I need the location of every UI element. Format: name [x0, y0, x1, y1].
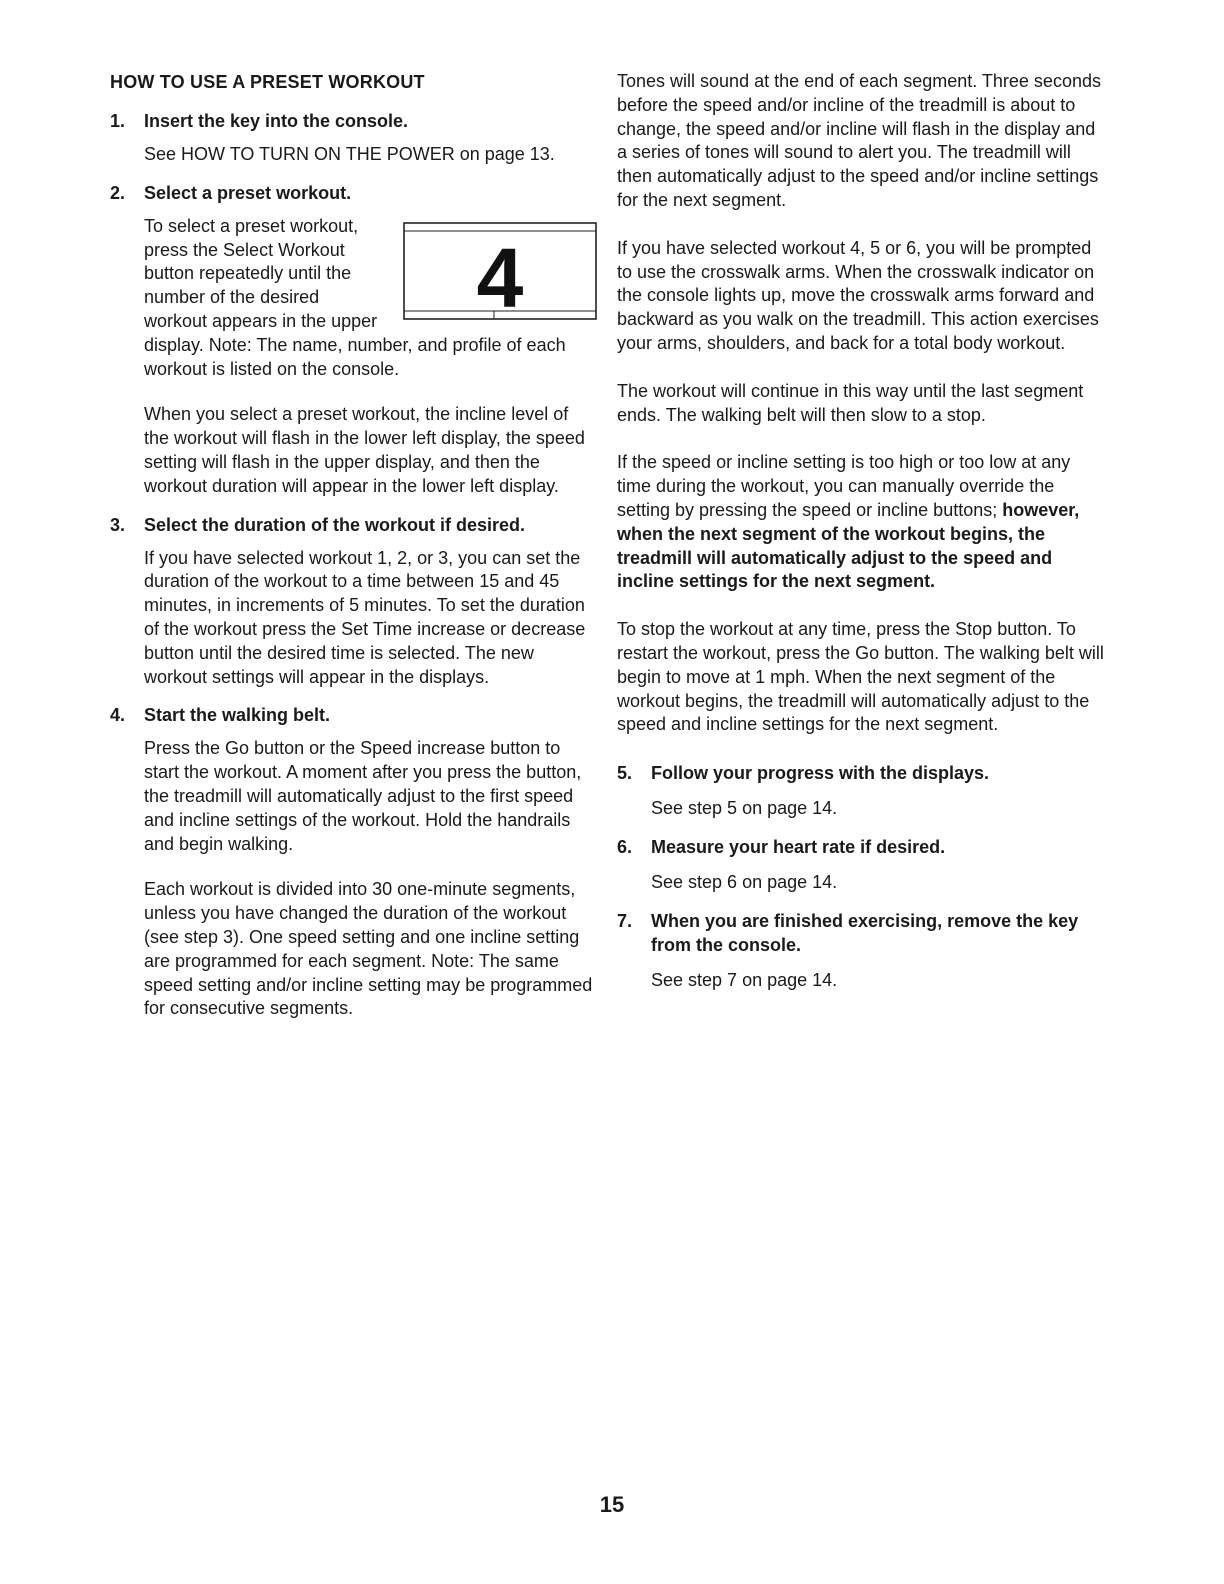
step-7: [617, 909, 1109, 993]
paragraph-override: [617, 451, 1109, 594]
step-1: [110, 109, 598, 167]
step-text: See step 5 on page 14.: [651, 798, 838, 819]
step-text: Press the Go button or the Speed increase button to start the workout. A moment after you press the button, the treadmill will automatically adjust to the first speed and incline settings of the workout. Hold the handrails and begin walking.: [144, 738, 582, 854]
step-6: [617, 835, 1109, 895]
console-display-figure: [402, 219, 598, 327]
display-frame-illustration: [402, 219, 598, 327]
step-text: See step 7 on page 14.: [651, 969, 838, 990]
step-text: When you select a preset workout, the incline level of the workout will flash in the lower left display, the speed setting will flash in the upper display, and then the workout duration will appear in the lower left display.: [144, 404, 585, 496]
step-number: 3.: [110, 514, 126, 535]
step-text: See HOW TO TURN ON THE POWER on page 13.: [144, 144, 555, 164]
display-digit: 4: [476, 230, 524, 325]
step-text: See step 6 on page 14.: [651, 871, 838, 892]
paragraph-tones: Tones will sound at the end of each segment. Three seconds before the speed and/or incline of the treadmill is about to change, the speed and/or incline will flash in the display and a series of tones will sound to alert you. The treadmill will then automatically adjust to the speed and/or incline settings for the next segment.: [617, 71, 1101, 210]
step-number: 4.: [110, 705, 126, 726]
step-title: Insert the key into the console.: [144, 111, 409, 131]
step-title: When you are finished exercising, remove the key from the console.: [651, 910, 1079, 955]
step-text: To select a preset workout, press the Select Workout button repeatedly until the number of the desired workout appears in the upper display. Note: The name, number, and profile of each workout is listed on the console.: [144, 215, 566, 379]
override-text: If the speed or incline setting is too high or too low at any time during the workout, you can manually override the setting by pressing the speed or incline buttons;: [617, 452, 1071, 520]
step-title: Select the duration of the workout if desired.: [144, 514, 526, 535]
step-text: If you have selected workout 1, 2, or 3, you can set the duration of the workout to a time between 15 and 45 minutes, in increments of 5 minutes. To set the duration of the workout press the Set Time increase or decrease button until the desired time is selected. The new workout settings will appear in the displays.: [144, 547, 586, 687]
step-3: [110, 513, 598, 690]
override-bold-text: however, when the next segment of the workout begins, the treadmill will automatically adjust to the speed and incline settings for the next segment.: [617, 499, 1080, 592]
step-text: Each workout is divided into 30 one-minute segments, unless you have changed the duration of the workout (see step 3). One speed setting and one incline setting are programmed for each segment. Note: The same speed setting and/or incline setting may be programmed for consecutive segments.: [144, 879, 593, 1019]
step-number: 1.: [110, 111, 126, 131]
paragraph-crosswalk: If you have selected workout 4, 5 or 6, you will be prompted to use the crosswalk arms. When the crosswalk indicator on the console lights up, move the crosswalk arms forward and backward as you walk on the treadmill. This action exercises your arms, shoulders, and back for a total body workout.: [617, 237, 1099, 353]
left-column: [110, 70, 598, 1035]
right-column: [617, 70, 1109, 1007]
step-4: [110, 703, 598, 1021]
paragraph-continue: The workout will continue in this way until the last segment ends. The walking belt will then slow to a stop.: [617, 380, 1084, 425]
step-2: [110, 181, 598, 499]
page-number: 15: [599, 1492, 625, 1517]
step-number: 6.: [617, 836, 633, 857]
step-5: [617, 761, 1109, 821]
step-title: Select a preset workout.: [144, 182, 352, 203]
step-title: Measure your heart rate if desired.: [651, 836, 946, 857]
step-title: Follow your progress with the displays.: [651, 763, 990, 784]
step-number: 2.: [110, 182, 126, 203]
step-number: 5.: [617, 763, 633, 784]
step-number: 7.: [617, 910, 633, 931]
section-title: HOW TO USE A PRESET WORKOUT: [110, 72, 425, 92]
paragraph-stop: To stop the workout at any time, press the Stop button. To restart the workout, press the Go button. The walking belt will begin to move at 1 mph. When the next segment of the workout begins, the treadmill will automatically adjust to the speed and incline settings for the next segment.: [617, 619, 1104, 735]
step-title: Start the walking belt.: [144, 705, 331, 726]
